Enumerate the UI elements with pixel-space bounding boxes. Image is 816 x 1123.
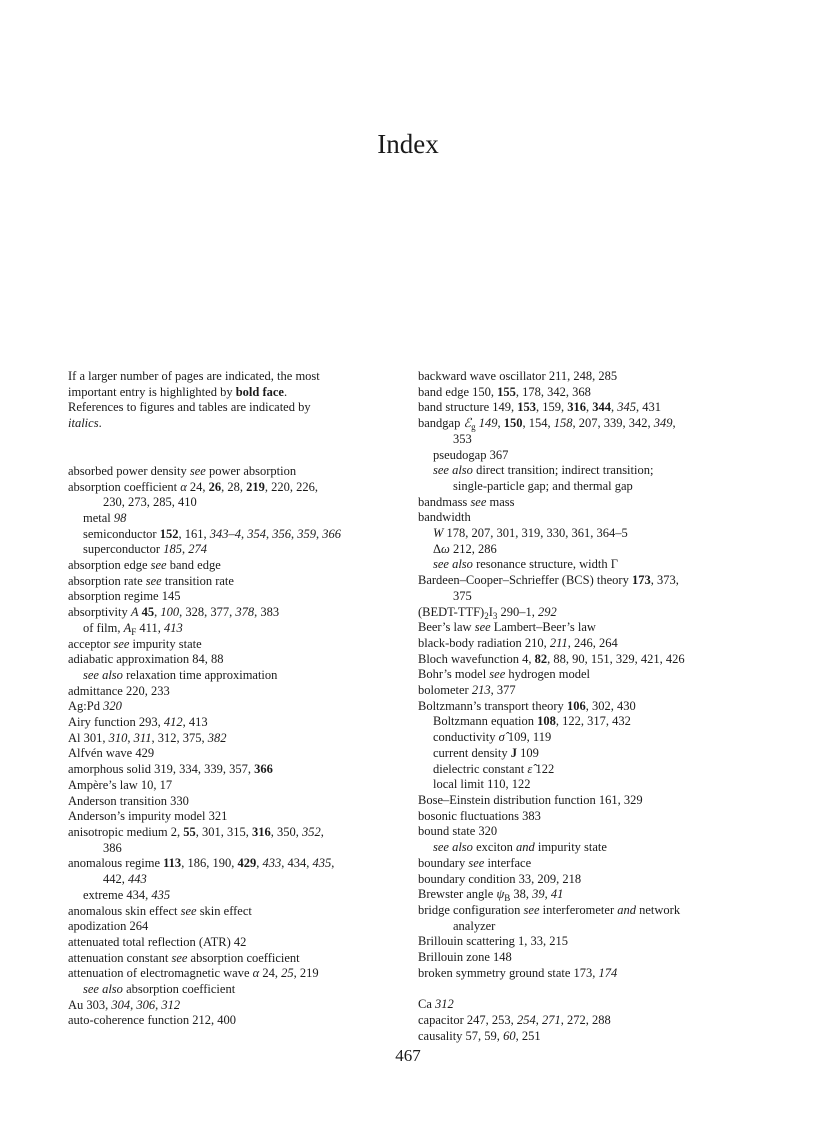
index-entry: attenuation of electromagnetic wave α 24, 25, 219 (68, 966, 319, 981)
index-entry: Ampère’s law 10, 17 (68, 777, 173, 792)
index-subentry: Boltzmann equation 108, 122, 317, 432 (433, 714, 631, 729)
index-entry: Ca 312 (418, 997, 454, 1012)
index-entry: absorbed power density see power absorption (68, 463, 297, 478)
index-entry: Au 303, 304, 306, 312 (68, 997, 181, 1012)
index-entry: Anderson’s impurity model 321 (68, 809, 228, 824)
index-entry: boundary see interface (418, 855, 532, 870)
intro-line: If a larger number of pages are indicated, the most (68, 369, 320, 383)
index-entry: apodization 264 (68, 919, 149, 934)
page-title: Index (377, 129, 439, 159)
index-subentry: W 178, 207, 301, 319, 330, 361, 364–5 (433, 526, 628, 541)
index-entry: bound state 320 (418, 824, 498, 839)
index-subentry: pseudogap 367 (433, 447, 509, 462)
index-entry: $(BEDT-TTF)_2I_3$ 290–1, 292 (418, 604, 557, 621)
index-entry: bandgap ℰ$_g$ 149, 150, 154, 158, 207, 339, 342, 349, 353 (418, 416, 676, 446)
index-subentry: see also resonance structure, width Γ (433, 557, 618, 572)
index-subentry: see also direct transition; indirect transition; single-particle gap; and thermal gap (433, 463, 654, 493)
index-entry: acceptor see impurity state (68, 636, 202, 651)
index-subentry: semiconductor 152, 161, 343–4, 354, 356, 359, 366 (83, 526, 341, 541)
index-entry: Bose–Einstein distribution function 161, 329 (418, 792, 643, 807)
index-entry: backward wave oscillator 211, 248, 285 (418, 369, 618, 383)
index-intro (68, 369, 413, 432)
index-entry: auto-coherence function 212, 400 (68, 1013, 236, 1028)
index-entry: Brillouin zone 148 (418, 950, 512, 965)
index-entry: Ag:Pd 320 (68, 699, 122, 714)
index-entry: Brewster angle $\psi_B$ 38, 39, 41 (418, 887, 564, 904)
index-entry: bandwidth (418, 510, 471, 525)
index-subentry: metal 98 (83, 510, 127, 525)
index-entry: admittance 220, 233 (68, 683, 170, 698)
index-subentry: Δω 212, 286 (433, 541, 497, 556)
index-entry: bolometer 213, 377 (418, 683, 516, 698)
index-entry: Bloch wavefunction 4, 82, 88, 90, 151, 329, 421, 426 (418, 651, 685, 666)
index-entry: attenuated total reflection (ATR) 42 (68, 934, 247, 949)
letter-gap (418, 981, 768, 997)
index-subentry: conductivity σ̂ 109, 119 (433, 730, 552, 745)
index-entry: capacitor 247, 253, 254, 271, 272, 288 (418, 1012, 611, 1027)
index-subentry: dielectric constant ε̂ 122 (433, 761, 555, 776)
index-subentry: current density J 109 (433, 745, 539, 760)
index-subentry: of film, $A_F$ 411, 413 (83, 620, 183, 637)
index-entry: Al 301, 310, 311, 312, 375, 382 (68, 730, 227, 745)
index-entry: band edge 150, 155, 178, 342, 368 (418, 384, 591, 399)
index-entry: Bohr’s model see hydrogen model (418, 667, 590, 682)
index-entry: absorption coefficient α 24, 26, 28, 219, 220, 226, 230, 273, 285, 410 (68, 479, 319, 510)
index-entry: absorption regime 145 (68, 589, 181, 604)
index-entry: absorption rate see transition rate (68, 573, 234, 588)
index-column-right (418, 369, 768, 1044)
index-entry: black-body radiation 210, 211, 246, 264 (418, 635, 618, 650)
index-subentry: extreme 434, 435 (83, 887, 171, 902)
index-entry: band structure 149, 153, 159, 316, 344, 345, 431 (418, 400, 662, 415)
index-entry: attenuation constant see absorption coefficient (68, 950, 300, 965)
index-entry: amorphous solid 319, 334, 339, 357, 366 (68, 762, 273, 777)
index-entry: absorption edge see band edge (68, 558, 221, 573)
intro-line: References to figures and tables are indicated by (68, 400, 311, 415)
intro-line: italics. (68, 416, 102, 431)
index-subentry: see also absorption coefficient (83, 982, 236, 997)
page-number: 467 (395, 1046, 421, 1065)
index-entry: anomalous regime 113, 186, 190, 429, 433, 434, 435, 442, 443 (68, 856, 335, 887)
index-entry: anomalous skin effect see skin effect (68, 903, 252, 918)
index-entry: boundary condition 33, 209, 218 (418, 871, 582, 886)
index-entry: bridge configuration see interferometer and network analyzer (418, 902, 681, 933)
index-entry: causality 57, 59, 60, 251 (418, 1028, 541, 1043)
index-entry: anisotropic medium 2, 55, 301, 315, 316, 350, 352, 386 (68, 824, 324, 855)
index-entry: Boltzmann’s transport theory 106, 302, 430 (418, 698, 636, 713)
intro-line: important entry is highlighted by bold face. (68, 384, 288, 399)
index-column-left (68, 369, 413, 1029)
index-entry: Anderson transition 330 (68, 793, 189, 808)
index-subentry: see also exciton and impurity state (433, 840, 607, 855)
index-subentry: superconductor 185, 274 (83, 542, 207, 557)
index-entry: Beer’s law see Lambert–Beer’s law (418, 620, 596, 635)
index-entry: Brillouin scattering 1, 33, 215 (418, 934, 568, 949)
index-entry: absorptivity A 45, 100, 328, 377, 378, 383 (68, 605, 280, 620)
index-entry: broken symmetry ground state 173, 174 (418, 965, 618, 980)
index-entry: Alfvén wave 429 (68, 746, 155, 761)
index-entry: Airy function 293, 412, 413 (68, 715, 208, 730)
index-subentry: local limit 110, 122 (433, 777, 531, 792)
index-entry: Bardeen–Cooper–Schrieffer (BCS) theory 173, 373, 375 (418, 573, 679, 603)
index-entry: adiabatic approximation 84, 88 (68, 652, 224, 667)
index-subentry: see also relaxation time approximation (83, 667, 278, 682)
index-entry: bosonic fluctuations 383 (418, 808, 541, 823)
index-entry: bandmass see mass (418, 494, 515, 509)
